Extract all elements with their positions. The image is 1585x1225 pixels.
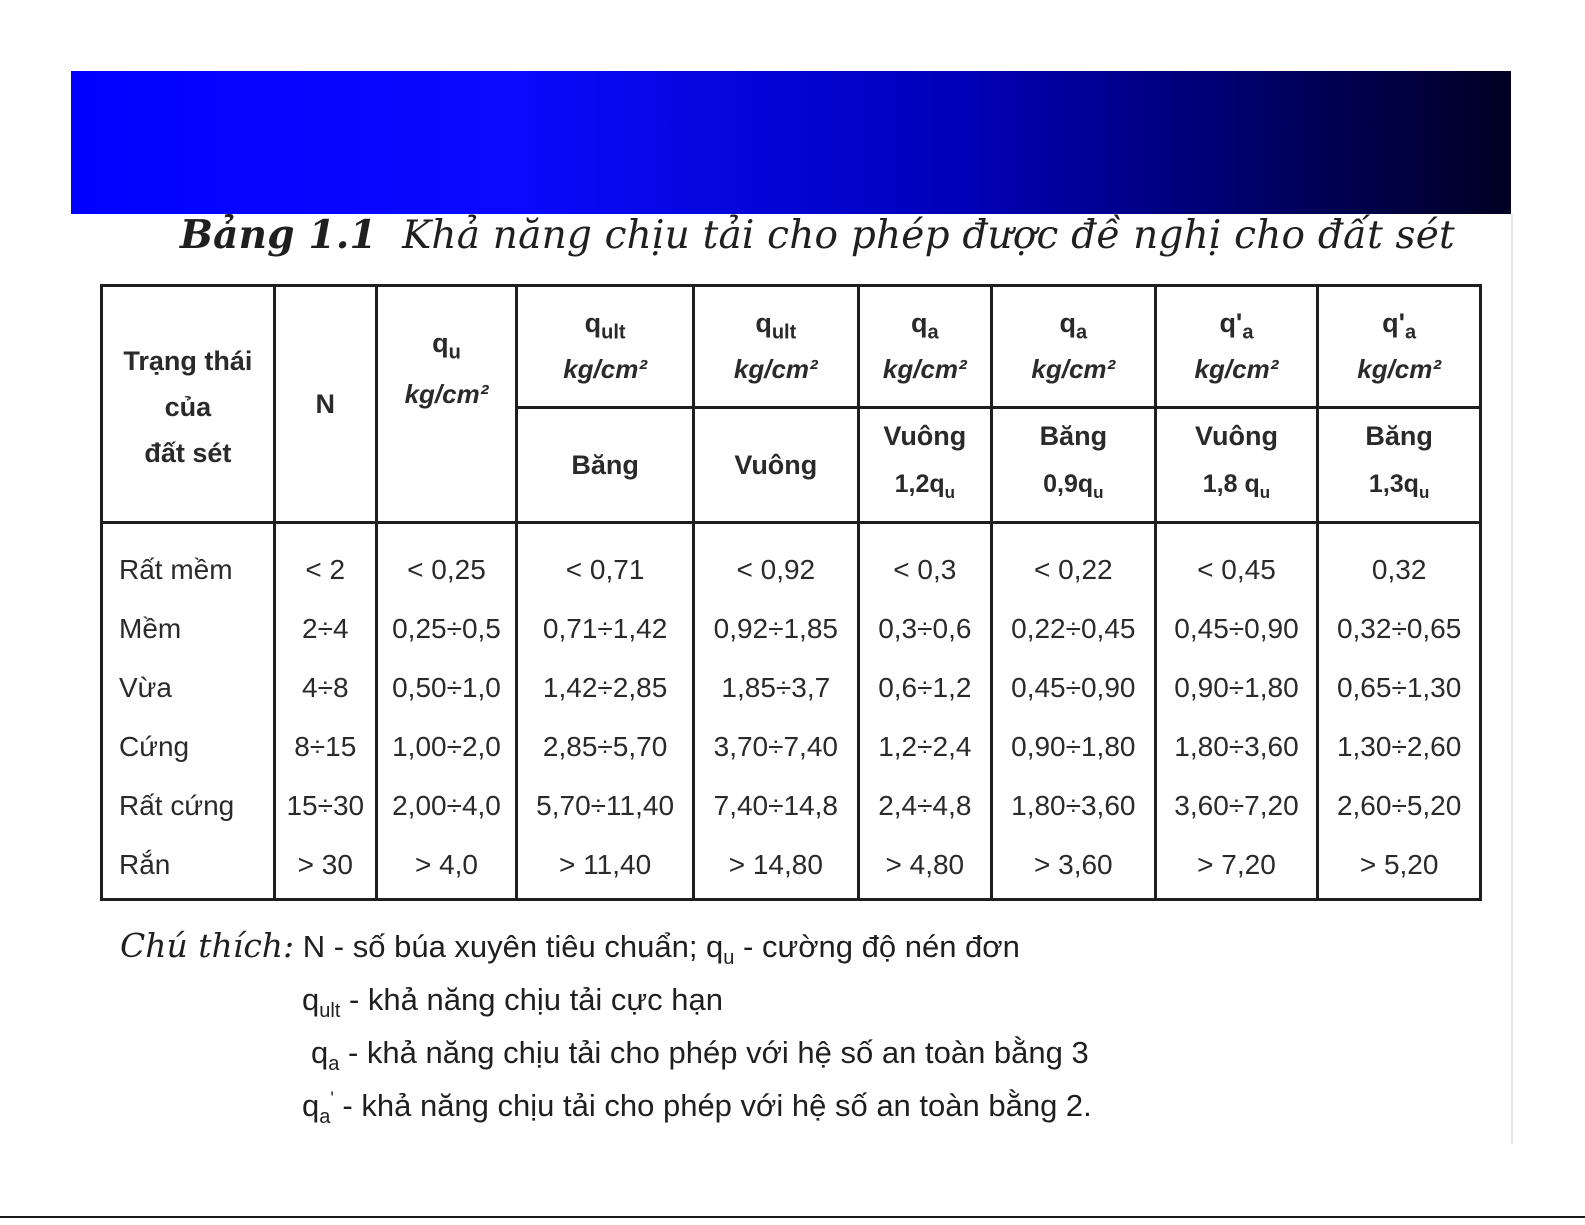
note-symbol: q	[302, 1088, 320, 1123]
note-symbol: q	[302, 982, 320, 1017]
table-row	[102, 523, 1481, 600]
table-title	[180, 212, 1500, 258]
header-condition: Vuông	[1194, 420, 1278, 451]
bearing-capacity-table	[100, 284, 1482, 901]
table-row	[102, 717, 1481, 776]
header-qu-symbol: $q_u$	[432, 328, 461, 364]
note-text: - khả năng chịu tải cho phép với hệ số an toàn bằng 3	[339, 1035, 1089, 1070]
table-cell: < 0,25	[376, 523, 516, 600]
table-cell: 0,90÷1,80	[991, 717, 1155, 776]
header-condition-cell	[858, 408, 991, 523]
table-cell: 2,60÷5,20	[1318, 776, 1481, 835]
header-qu-unit: kg/cm²	[404, 378, 489, 409]
table-cell: < 0,3	[858, 523, 991, 600]
table-cell: Rất mềm	[102, 523, 275, 600]
note-text: - khả năng chịu tải cực hạn	[340, 982, 724, 1017]
table-cell: 0,71÷1,42	[517, 599, 694, 658]
table-cell: 0,3÷0,6	[858, 599, 991, 658]
header-qa-prime-strip	[1318, 286, 1481, 408]
header-unit: kg/cm²	[1031, 354, 1116, 385]
table-cell: 0,65÷1,30	[1318, 658, 1481, 717]
table-cell: 5,70÷11,40	[517, 776, 694, 835]
table-cell: > 30	[274, 835, 376, 900]
header-factor: $1,2q_u$	[894, 469, 956, 502]
table-cell: > 11,40	[517, 835, 694, 900]
note-sub: u	[723, 947, 735, 970]
header-condition: Băng	[1365, 420, 1433, 451]
note-line-4	[302, 1088, 1092, 1129]
note-line-1	[120, 926, 1020, 970]
header-state-line2: của	[164, 392, 212, 422]
table-cell: 7,40÷14,8	[693, 776, 858, 835]
header-condition-cell	[1318, 408, 1481, 523]
header-condition-cell	[693, 408, 858, 523]
table-cell: 1,85÷3,7	[693, 658, 858, 717]
table-cell: 0,45÷0,90	[1155, 599, 1318, 658]
header-qult-square	[693, 286, 858, 408]
table-cell: 4÷8	[274, 658, 376, 717]
table-cell: 1,42÷2,85	[517, 658, 694, 717]
table-cell: < 0,22	[991, 523, 1155, 600]
table-cell: Mềm	[102, 599, 275, 658]
table-cell: 0,32÷0,65	[1318, 599, 1481, 658]
note-sup: '	[330, 1088, 334, 1109]
slide-edge	[1511, 214, 1513, 1144]
header-symbol: $q_{ult}$	[755, 307, 797, 344]
header-unit: kg/cm²	[1194, 354, 1279, 385]
table-cell: Rất cứng	[102, 776, 275, 835]
table-cell: 1,30÷2,60	[1318, 717, 1481, 776]
note-sub: a	[319, 1106, 331, 1129]
table-row	[102, 599, 1481, 658]
header-unit: kg/cm²	[1357, 354, 1442, 385]
header-n	[274, 286, 376, 523]
table-cell: < 0,71	[517, 523, 694, 600]
header-factor: 1,8 $q_u$	[1202, 469, 1271, 502]
header-condition-cell	[1155, 408, 1318, 523]
table-cell: 0,92÷1,85	[693, 599, 858, 658]
note-line-2	[302, 982, 723, 1023]
table-row	[102, 835, 1481, 900]
note-text: - khả năng chịu tải cho phép với hệ số an toàn bằng 2.	[333, 1088, 1092, 1123]
header-qa-square	[858, 286, 991, 408]
table-cell: < 2	[274, 523, 376, 600]
header-condition: Băng	[571, 449, 639, 480]
header-symbol: $q_a$	[911, 307, 939, 344]
table-title-text: Khả năng chịu tải cho phép được đề nghị cho đất sét	[402, 213, 1455, 258]
table-cell: > 7,20	[1155, 835, 1318, 900]
table-cell: > 5,20	[1318, 835, 1481, 900]
header-state	[102, 286, 275, 523]
header-qa-strip	[991, 286, 1155, 408]
table-title-number: Bảng 1.1	[180, 212, 377, 258]
table-cell: < 0,92	[693, 523, 858, 600]
header-condition: Vuông	[734, 449, 818, 480]
table-cell: 0,32	[1318, 523, 1481, 600]
table-cell: 1,2÷2,4	[858, 717, 991, 776]
header-n-label: N	[315, 388, 336, 419]
table-cell: 0,25÷0,5	[376, 599, 516, 658]
note-label: Chú thích:	[120, 926, 295, 965]
header-banner	[71, 71, 1511, 214]
table-cell: 0,50÷1,0	[376, 658, 516, 717]
header-condition-cell	[517, 408, 694, 523]
header-state-line3: đất sét	[144, 438, 232, 468]
note-text: N - số búa xuyên tiêu chuẩn; q	[302, 929, 724, 964]
header-state-line1: Trạng thái	[123, 346, 253, 376]
table-cell: 8÷15	[274, 717, 376, 776]
table-cell: 15÷30	[274, 776, 376, 835]
header-qa-prime-square	[1155, 286, 1318, 408]
table-cell: 2,00÷4,0	[376, 776, 516, 835]
table-cell: Rắn	[102, 835, 275, 900]
header-condition: Băng	[1039, 420, 1108, 451]
table-cell: 0,90÷1,80	[1155, 658, 1318, 717]
table-cell: 0,6÷1,2	[858, 658, 991, 717]
header-symbol: $q'_a$	[1382, 307, 1417, 344]
table-cell: 2÷4	[274, 599, 376, 658]
header-condition: Vuông	[883, 420, 967, 451]
table-cell: 2,4÷4,8	[858, 776, 991, 835]
header-qu	[376, 286, 516, 523]
header-qult-strip	[517, 286, 694, 408]
header-symbol: $q_a$	[1059, 307, 1088, 344]
header-condition-cell	[991, 408, 1155, 523]
note-line-3	[311, 1035, 1089, 1076]
table-cell: > 4,80	[858, 835, 991, 900]
header-symbol: $q_{ult}$	[584, 307, 626, 344]
note-sub: a	[328, 1053, 340, 1076]
table-cell: 0,22÷0,45	[991, 599, 1155, 658]
table-cell: > 4,0	[376, 835, 516, 900]
bottom-rule	[0, 1216, 1585, 1218]
header-factor: $1,3q_u$	[1368, 469, 1430, 502]
note-text: - cường độ nén đơn	[734, 929, 1020, 964]
table-cell: 1,00÷2,0	[376, 717, 516, 776]
table-cell: 2,85÷5,70	[517, 717, 694, 776]
table-cell: 3,60÷7,20	[1155, 776, 1318, 835]
table-row	[102, 658, 1481, 717]
table-cell: > 14,80	[693, 835, 858, 900]
table-cell: Vừa	[102, 658, 275, 717]
table-cell: 1,80÷3,60	[991, 776, 1155, 835]
table-cell: > 3,60	[991, 835, 1155, 900]
note-sub: ult	[319, 1000, 341, 1023]
table-cell: Cứng	[102, 717, 275, 776]
header-unit: kg/cm²	[733, 354, 818, 385]
table-cell: 3,70÷7,40	[693, 717, 858, 776]
header-unit: kg/cm²	[563, 354, 647, 385]
table-cell: < 0,45	[1155, 523, 1318, 600]
table-cell: 0,45÷0,90	[991, 658, 1155, 717]
table-row	[102, 776, 1481, 835]
header-unit: kg/cm²	[882, 354, 967, 385]
header-symbol: $q'_a$	[1219, 307, 1254, 344]
note-symbol: q	[311, 1035, 329, 1070]
table-cell: 1,80÷3,60	[1155, 717, 1318, 776]
header-factor: $0,9q_u$	[1043, 469, 1104, 502]
